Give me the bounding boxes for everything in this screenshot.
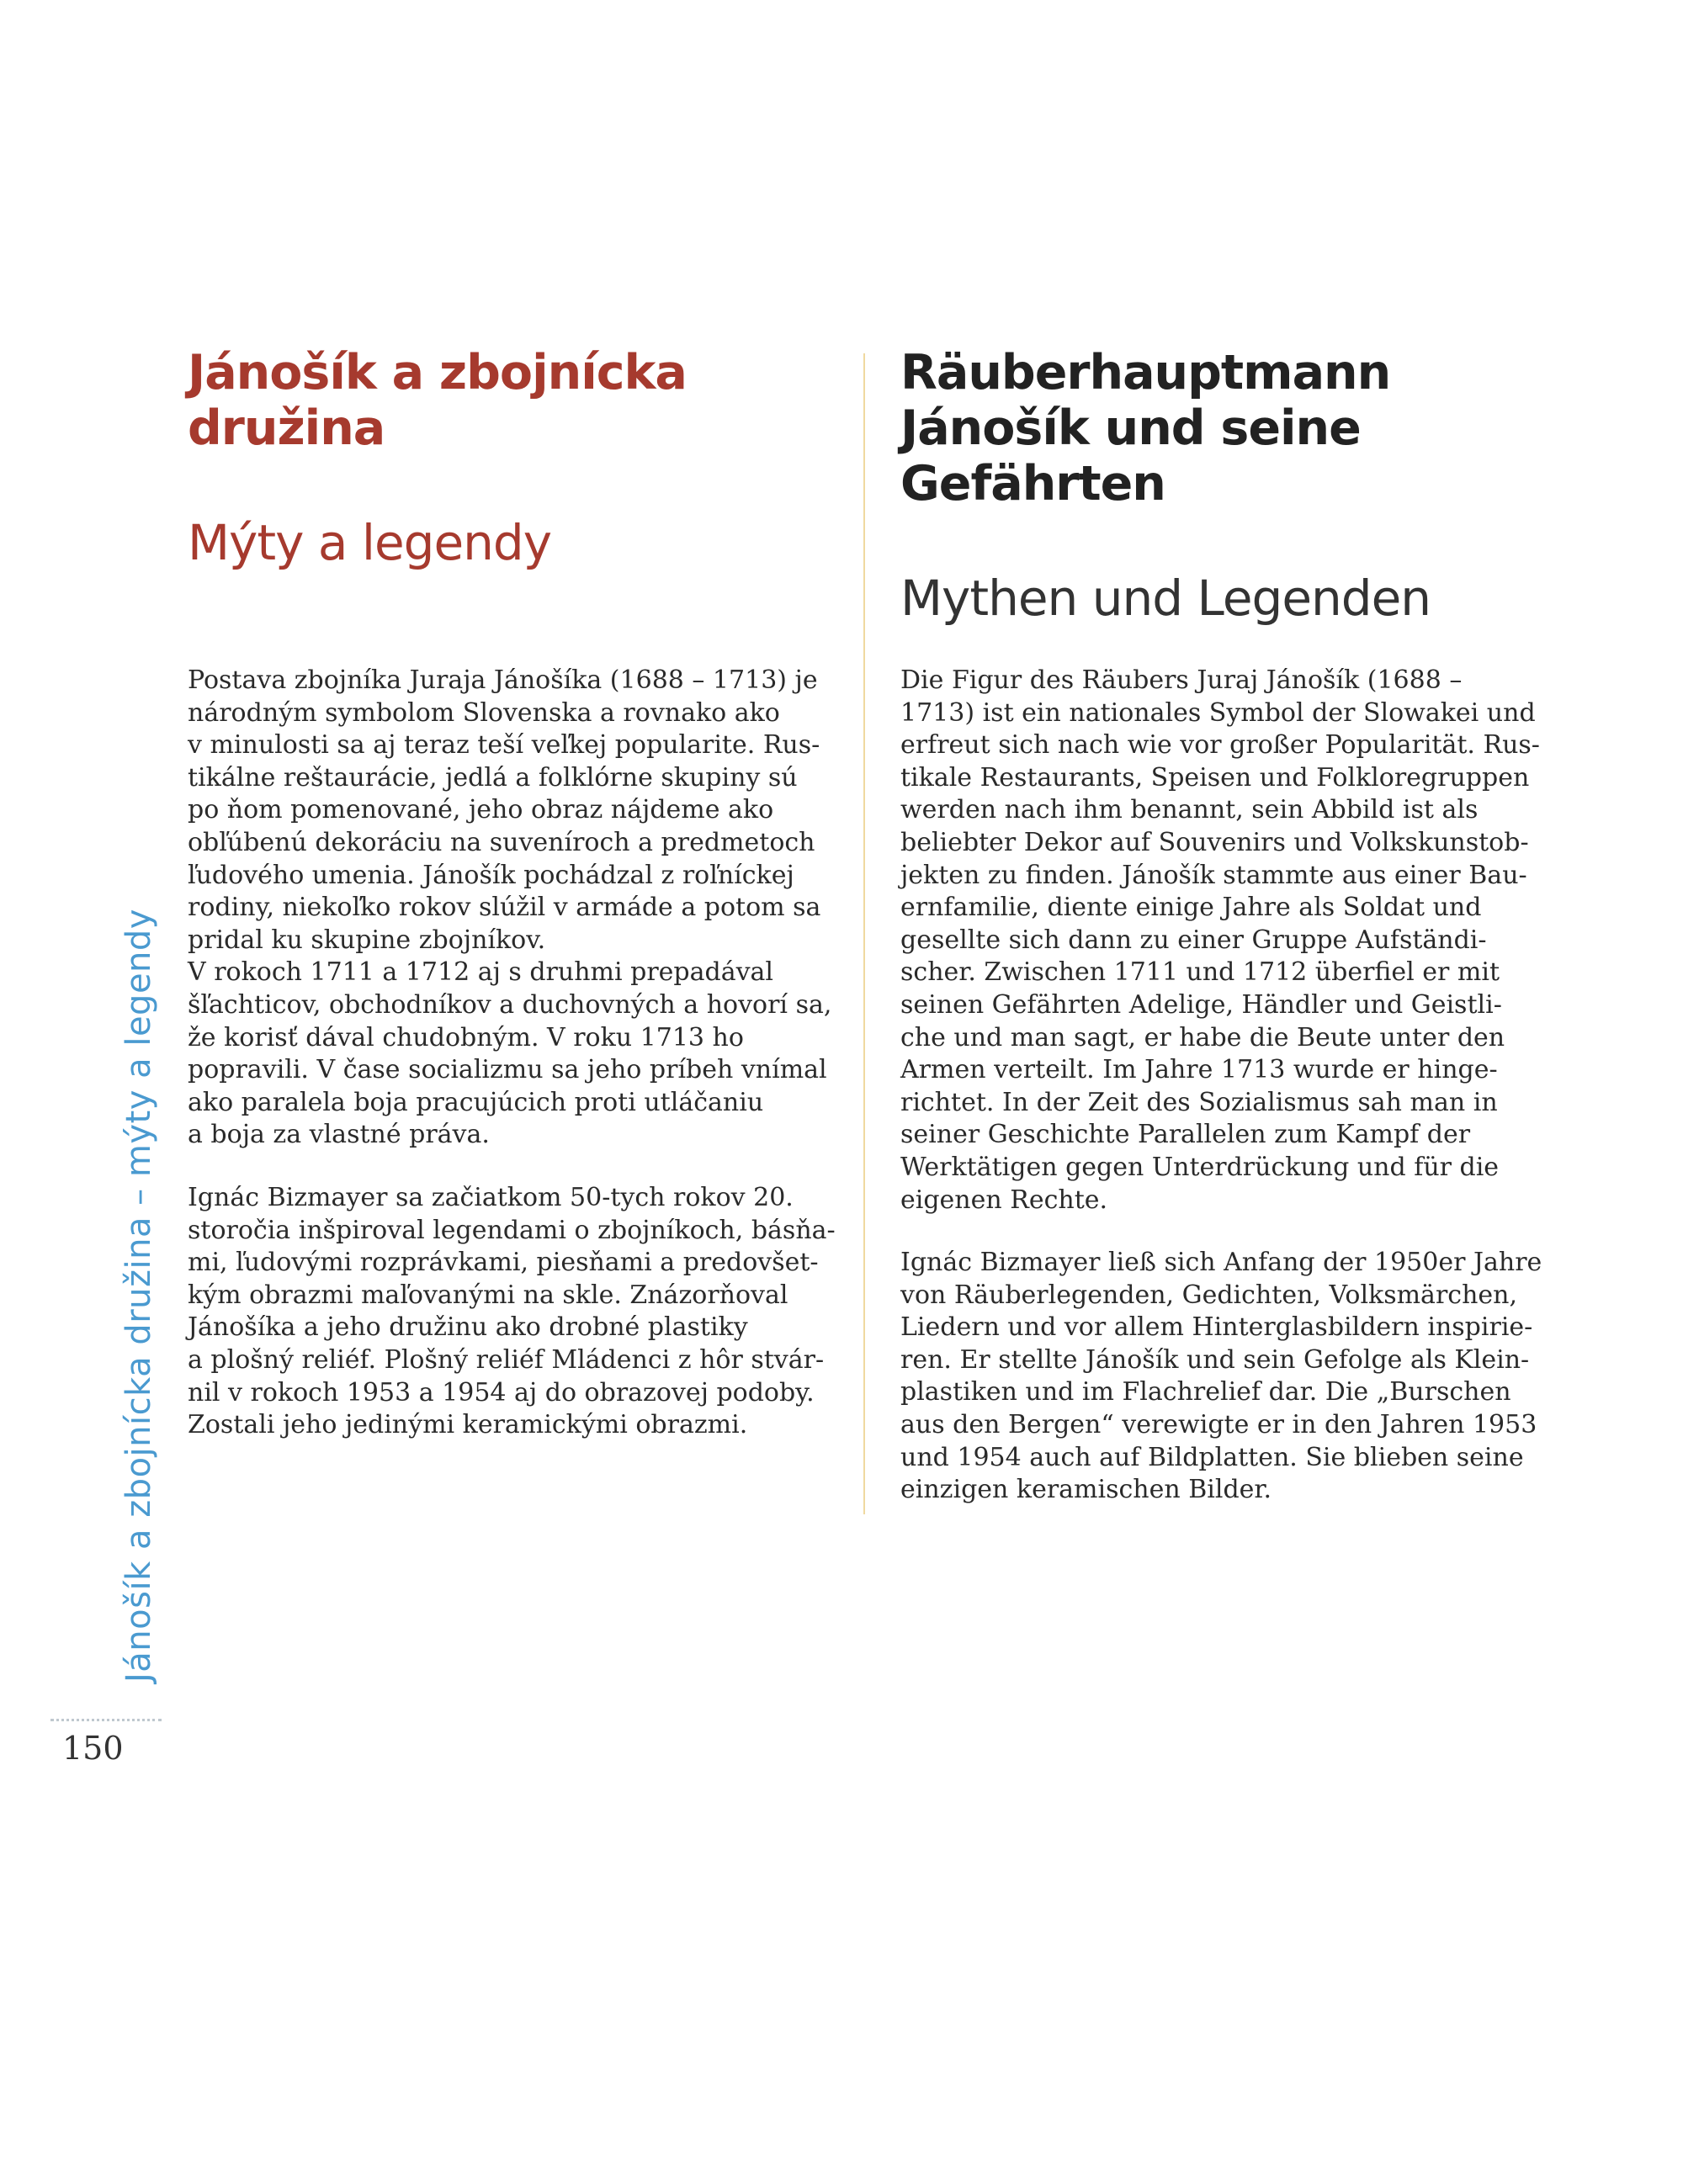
- german-subtitle: Mythen und Legenden: [900, 570, 1431, 627]
- slovak-heading-block: [188, 345, 852, 570]
- page-number: 150: [62, 1730, 124, 1767]
- slovak-subtitle: Mýty a legendy: [188, 514, 552, 571]
- german-title: Räuberhauptmann Jánošík und seine Gefährten: [900, 345, 1391, 512]
- running-title-vertical: Jánošík a zbojnícka družina – mýty a legendy: [119, 909, 158, 1683]
- german-heading-block: [900, 345, 1574, 626]
- footer-dotted-rule: [50, 1719, 162, 1721]
- slovak-paragraph-2: Ignác Bizmayer sa začiatkom 50-tych rokov 20. storočia inšpiroval legendami o zbojníkoch, básňa- mi, ľudovými rozprávkami, piesňami a predovšet- kým obrazmi maľovanými na skle. Znázorňoval Jánošíka a jeho družinu ako drobné plastiky a plošný reliéf. Plošný reliéf Mládenci z hôr stvár- nil v rokoch 1953 a 1954 aj do obrazovej podoby. Zostali jeho jedinými keramickými obrazmi.: [188, 1183, 836, 1440]
- column-divider: [863, 353, 865, 1514]
- slovak-title: Jánošík a zbojnícka družina: [188, 345, 687, 456]
- german-paragraph-2: Ignác Bizmayer ließ sich Anfang der 1950er Jahre von Räuberlegenden, Gedichten, Volksmärchen, Liedern und vor allem Hinterglasbildern inspirie- ren. Er stellte Jánošík und sein Gefolge als Klein- plastiken und im Flachrelief dar. Die „Burschen aus den Bergen“ verewigte er in den Jahren 1953 und 1954 auch auf Bildplatten. Sie blieben seine einzigen keramischen Bilder.: [900, 1248, 1542, 1505]
- slovak-paragraph-1: Postava zbojníka Juraja Jánošíka (1688 – 1713) je národným symbolom Slovenska a rovnako ako v minulosti sa aj teraz teší veľkej popularite. Rus- tikálne reštaurácie, jedlá a folklórne skupiny sú po ňom pomenované, jeho obraz nájdeme ako obľúbenú dekoráciu na suvenírоch a predmetoch ľudového umenia. Jánošík pochádzal z roľníckej rodiny, niekoľko rokov slúžil v armáde a potom sa pridal ku skupine zbojníkov. V rokoch 1711 a 1712 aj s druhmi prepadával šľachticov, obchodníkov a duchovných a hovorí sa, že korisť dával chudobným. V roku 1713 ho popravili. V čase socializmu sa jeho príbeh vnímal ako paralela boja pracujúcich proti utláčaniu a boja za vlastné práva.: [188, 665, 832, 1150]
- german-paragraph-1: Die Figur des Räubers Juraj Jánošík (1688 – 1713) ist ein nationales Symbol der Slowakei und erfreut sich nach wie vor großer Popularität. Rus- tikale Restaurants, Speisen und Folkloregruppen werden nach ihm benannt, sein Abbild ist als beliebter Dekor auf Souvenirs und Volkskunstob- jekten zu finden. Jánošík stammte aus einer Bau- ernfamilie, diente einige Jahre als Soldat und gesellte sich dann zu einer Gruppe Aufständi- scher. Zwischen 1711 und 1712 überfiel er mit seinen Gefährten Adelige, Händler und Geistli- che und man sagt, er habe die Beute unter den Armen verteilt. Im Jahre 1713 wurde er hinge- richtet. In der Zeit des Sozialismus sah man in seiner Geschichte Parallelen zum Kampf der Werktätigen gegen Unterdrückung und für die eigenen Rechte.: [900, 665, 1540, 1215]
